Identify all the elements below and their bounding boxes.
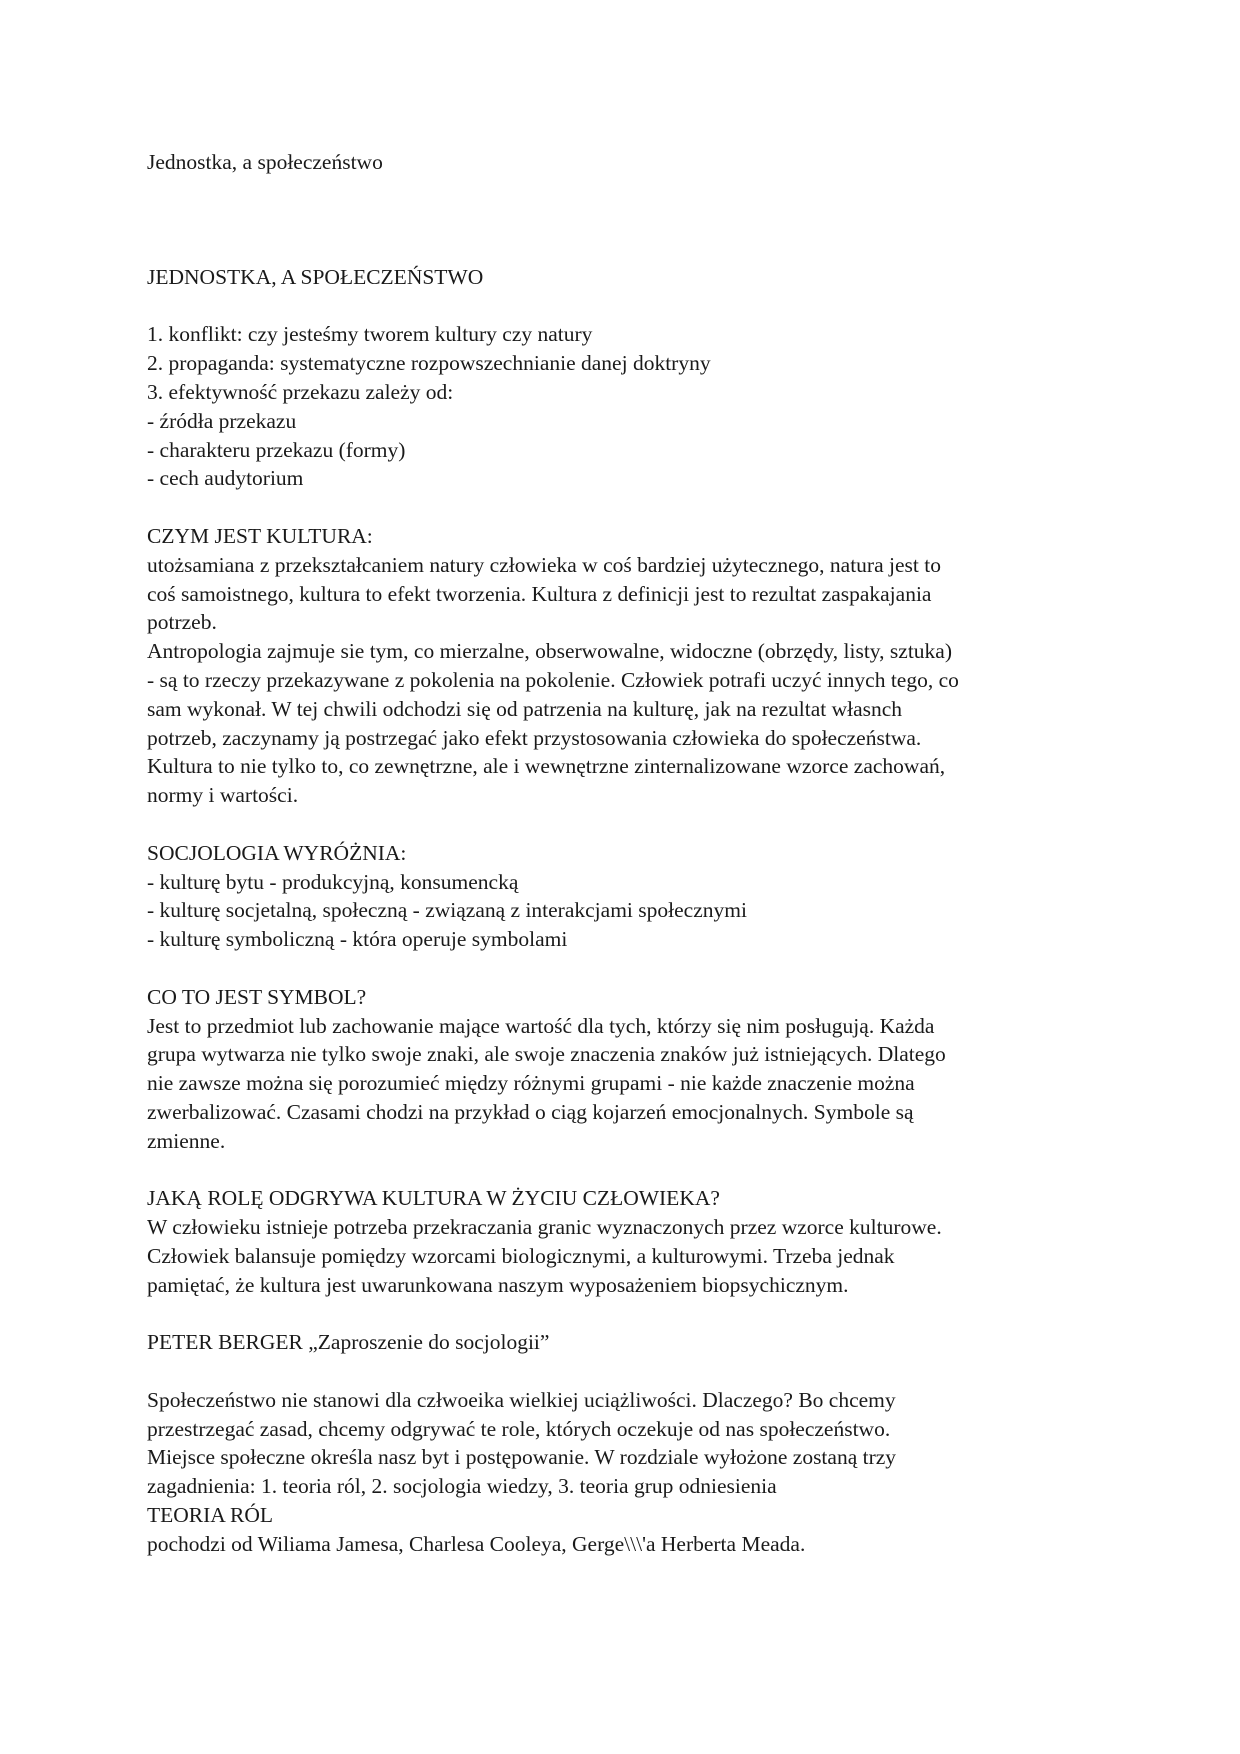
section-heading-symbol: CO TO JEST SYMBOL?: [147, 984, 367, 1009]
subheading-teoria-rol: TEORIA RÓL: [147, 1503, 274, 1528]
list-item: - kulturę bytu - produkcyjną, konsumencką: [147, 869, 519, 894]
list-item: 3. efektywność przekazu zależy od:: [147, 379, 454, 404]
list-item: - źródła przekazu: [147, 408, 297, 433]
spacer: [147, 810, 1097, 839]
spacer: [147, 954, 1097, 983]
paragraph-line: pamiętać, że kultura jest uwarunkowana naszym wyposażeniem biopsychicznym.: [147, 1272, 849, 1297]
paragraph-line: grupa wytwarza nie tylko swoje znaki, ale swoje znaczenia znaków już istniejących. Dlatego: [147, 1042, 946, 1067]
paragraph-line: sam wykonał. W tej chwili odchodzi się od patrzenia na kulturę, jak na rezultat własnch: [147, 696, 903, 721]
paragraph-line: Człowiek balansuje pomiędzy wzorcami biologicznymi, a kulturowymi. Trzeba jednak: [147, 1243, 895, 1268]
section-heading-kultura: CZYM JEST KULTURA:: [147, 523, 373, 548]
section-heading-jednostka: JEDNOSTKA, A SPOŁECZEŃSTWO: [147, 264, 484, 289]
spacer: [147, 1156, 1097, 1185]
spacer: [147, 493, 1097, 522]
list-item: - charakteru przekazu (formy): [147, 437, 406, 462]
list-item: - kulturę socjetalną, społeczną - związaną z interakcjami społecznymi: [147, 898, 747, 923]
paragraph-line: Miejsce społeczne określa nasz byt i postępowanie. W rozdziale wyłożone zostaną trzy: [147, 1445, 897, 1470]
paragraph-line: potrzeb.: [147, 610, 217, 635]
paragraph-line: - są to rzeczy przekazywane z pokolenia na pokolenie. Człowiek potrafi uczyć innych tego, co: [147, 667, 959, 692]
list-item: 2. propaganda: systematyczne rozpowszechnianie danej doktryny: [147, 351, 711, 376]
paragraph-line: utożsamiana z przekształcaniem natury człowieka w coś bardziej użytecznego, natura jest to: [147, 552, 941, 577]
paragraph-line: zmienne.: [147, 1128, 226, 1153]
paragraph-line: coś samoistnego, kultura to efekt tworzenia. Kultura z definicji jest to rezultat zaspakajania: [147, 581, 932, 606]
spacer: [147, 1299, 1097, 1328]
section-heading-berger: PETER BERGER „Zaproszenie do socjologii”: [147, 1330, 550, 1355]
paragraph-line: W człowieku istnieje potrzeba przekraczania granic wyznaczonych przez wzorce kulturowe.: [147, 1215, 942, 1240]
paragraph-line: nie zawsze można się porozumieć między różnymi grupami - nie każde znaczenie można: [147, 1071, 915, 1096]
section-heading-rola-kultury: JAKĄ ROLĘ ODGRYWA KULTURA W ŻYCIU CZŁOWIEKA?: [147, 1186, 720, 1211]
paragraph-line: zwerbalizować. Czasami chodzi na przykład o ciąg kojarzeń emocjonalnych. Symbole są: [147, 1099, 914, 1124]
document-title: Jednostka, a społeczeństwo: [147, 150, 383, 174]
paragraph-line: przestrzegać zasad, chcemy odgrywać te role, których oczekuje od nas społeczeństwo.: [147, 1416, 891, 1441]
spacer: [147, 177, 1097, 263]
list-item: - kulturę symboliczną - która operuje symbolami: [147, 927, 568, 952]
paragraph-line: normy i wartości.: [147, 783, 299, 808]
paragraph-line: Kultura to nie tylko to, co zewnętrzne, ale i wewnętrzne zinternalizowane wzorce zachowań,: [147, 754, 946, 779]
paragraph-line: Jest to przedmiot lub zachowanie mające wartość dla tych, którzy się nim posługują. Każda: [147, 1013, 935, 1038]
list-item: 1. konflikt: czy jesteśmy tworem kultury czy natury: [147, 322, 593, 347]
document-page: [147, 148, 1097, 1559]
paragraph-line: Antropologia zajmuje sie tym, co mierzalne, obserwowalne, widoczne (obrzędy, listy, sztuka): [147, 639, 952, 664]
paragraph-line: zagadnienia: 1. teoria ról, 2. socjologia wiedzy, 3. teoria grup odniesienia: [147, 1474, 777, 1499]
list-item: - cech audytorium: [147, 466, 304, 491]
spacer: [147, 292, 1097, 321]
paragraph-line: potrzeb, zaczynamy ją postrzegać jako efekt przystosowania człowieka do społeczeństwa.: [147, 725, 922, 750]
section-heading-socjologia: SOCJOLOGIA WYRÓŻNIA:: [147, 840, 407, 865]
paragraph-line: pochodzi od Wiliama Jamesa, Charlesa Cooleya, Gerge\\\'a Herberta Meada.: [147, 1531, 806, 1556]
paragraph-line: Społeczeństwo nie stanowi dla człwoeika wielkiej uciążliwości. Dlaczego? Bo chcemy: [147, 1387, 896, 1412]
spacer: [147, 1357, 1097, 1386]
